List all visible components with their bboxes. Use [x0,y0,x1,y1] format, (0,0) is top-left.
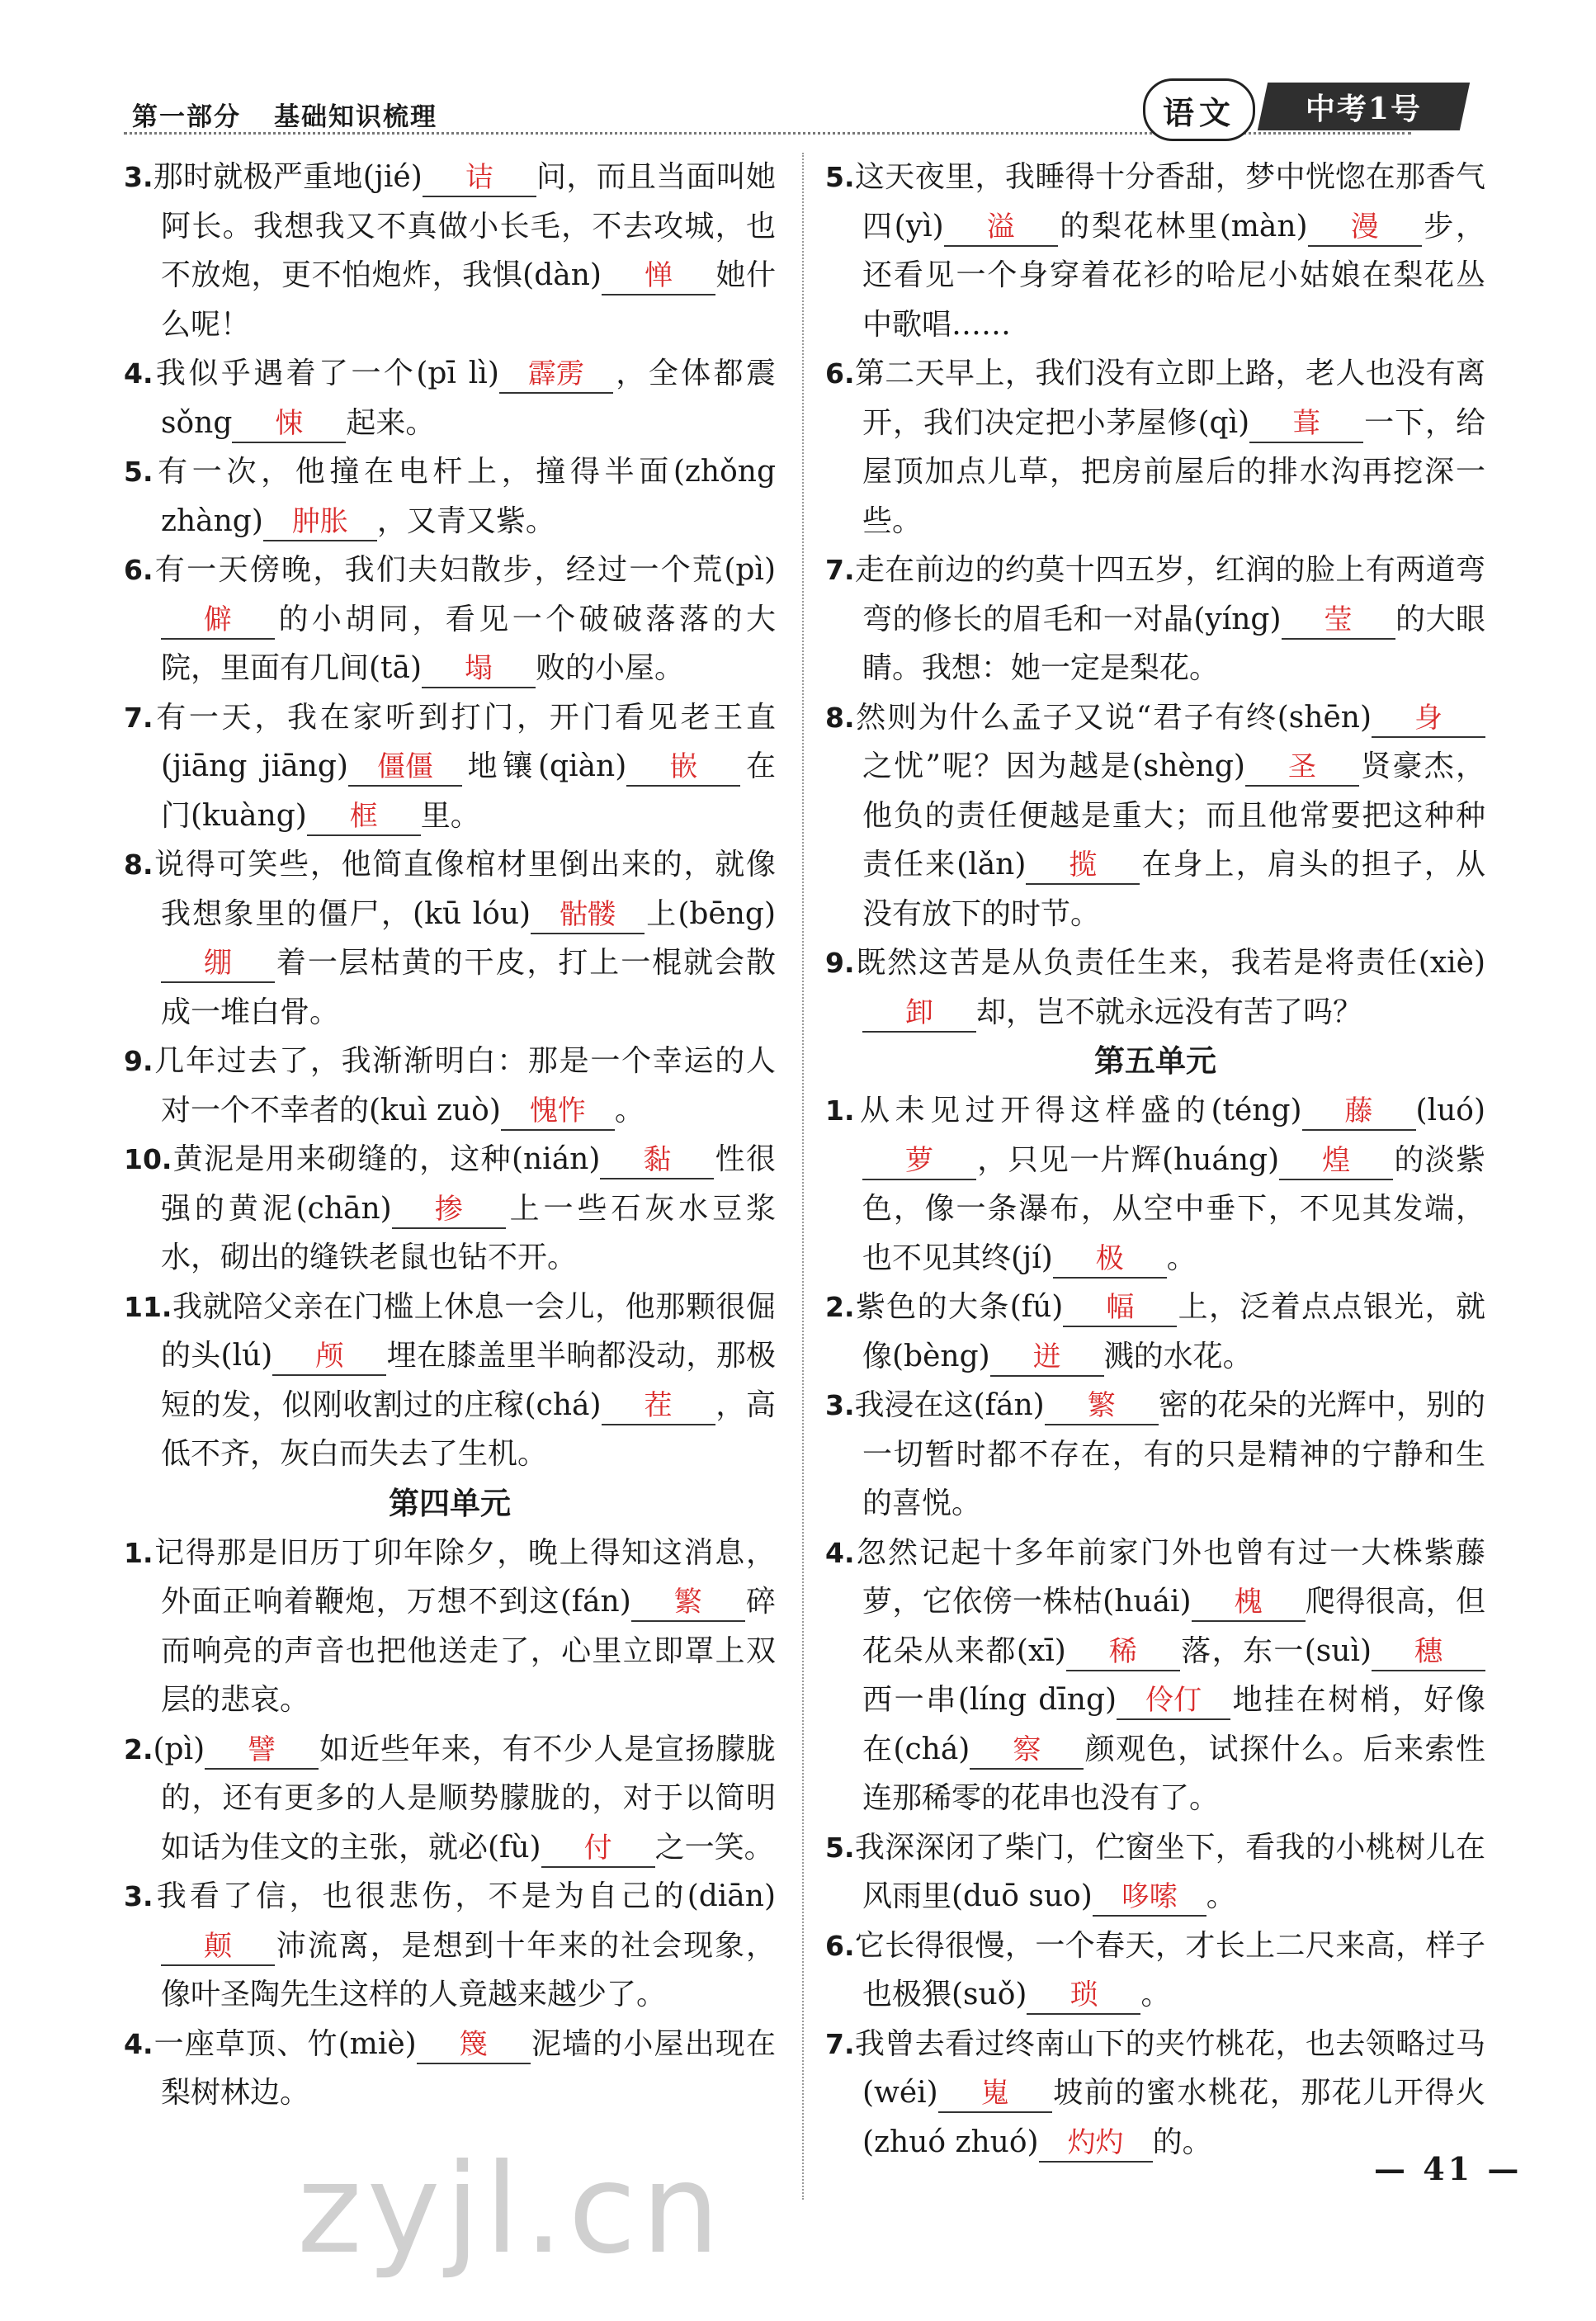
item-text: 上，泛着点点银光，就像(bèng) [862,1290,1485,1373]
item-text: (luó) [1415,1094,1485,1127]
item-text: 问，而且当面叫她阿长。我想我又不真做小长毛，不去攻城，也不放炮，更不怕炮炸，我惧(dàn) [161,160,776,292]
answer-blank: 肿胀 [263,503,377,541]
item-text: 我深深闭了柴门，伫窗坐下，看我的小桃树儿在风雨里(duō suo) [854,1830,1485,1913]
answer-blank: 迸 [990,1339,1104,1377]
item-text: 黄泥是用来砌缝的，这种(nián) [172,1142,601,1176]
item-number: 3. [124,1880,153,1912]
item-text: 颜观色，试探什么。后来索性连那稀零的花串也没有了。 [862,1732,1485,1815]
exercise-item [124,153,776,349]
item-text: 那时就极严重地(jié) [153,160,423,194]
item-text: 上(bēng) [645,896,776,931]
answer-blank: 稀 [1066,1633,1180,1671]
exercise-item [825,153,1485,349]
item-text: 地挂在树梢，好像在(chá) [862,1683,1485,1766]
exercise-item [825,938,1485,1037]
unit-title: 第五单元 [1094,1043,1216,1079]
item-number: 5. [124,456,153,488]
item-number: 7. [825,2027,855,2060]
answer-blank: 幅 [1063,1289,1177,1327]
item-text: 步，还看见一个身穿着花衫的哈尼小姑娘在梨花丛中歌唱…… [862,209,1485,342]
exercise-item [825,1283,1485,1381]
item-number: 6. [825,1929,855,1962]
item-text: 落，东一(suì) [1179,1633,1372,1668]
book-logo-text: 中考1号 [1305,91,1423,126]
answer-blank: 颅 [272,1338,386,1376]
exercise-item [124,349,776,447]
item-text: 上一些石灰水豆浆水，砌出的缝铁老鼠也钻不开。 [161,1191,776,1274]
item-text: 溅的水花。 [1103,1339,1253,1373]
item-text: 既然这苦是从负责任生来，我若是将责任(xiè) [854,946,1485,980]
answer-blank: 愧怍 [501,1093,615,1131]
answer-blank: 藤 [1302,1093,1416,1131]
answer-blank: 篾 [417,2026,531,2064]
item-text: 泥墙的小屋出现在梨树林边。 [161,2026,776,2110]
answer-blank: 葺 [1249,405,1363,443]
watermark: zyjl.cn [297,2138,725,2281]
answer-blank: 繁 [1045,1387,1159,1425]
item-text: 之忧”呢？因为越是(shèng) [862,749,1245,783]
item-text: 从未见过开得这样盛的(téng) [854,1094,1302,1127]
exercise-item [825,349,1485,546]
answer-blank: 哆嗦 [1093,1879,1206,1917]
column-divider [802,153,804,2200]
item-number: 2. [124,1732,153,1766]
exercise-item [825,693,1485,939]
answer-blank: 伶仃 [1117,1682,1230,1720]
answer-blank: 骷髅 [531,896,645,934]
item-text: 里。 [420,798,480,833]
item-text: 有一天，我在家听到打门，开门看见老王直(jiāng jiāng) [153,700,776,783]
item-text: 在门(kuàng) [161,749,776,833]
answer-blank: 煌 [1279,1142,1393,1180]
item-number: 6. [124,554,153,586]
exercise-item [825,1823,1485,1922]
answer-blank: 莹 [1282,602,1395,640]
item-text: 一下，给屋顶加点儿草，把房前屋后的排水沟再挖深一些。 [862,405,1485,538]
exercise-item [825,1086,1485,1283]
item-text: ，高低不齐，灰白而失去了生机。 [161,1387,776,1471]
answer-blank: 繁 [631,1584,745,1622]
answer-blank: 绷 [161,945,275,983]
answer-blank: 极 [1053,1241,1167,1279]
item-text: 的淡紫色，像一条瀑布，从空中垂下，不见其发端，也不见其终(jí) [862,1142,1485,1275]
answer-blank: 漫 [1308,209,1422,247]
header-left [132,96,470,133]
answer-blank: 掺 [392,1191,506,1229]
item-text: 说得可笑些，他简直像棺材里倒出来的，就像我想象里的僵尸，(kū lóu) [153,848,776,931]
answer-blank: 嵬 [938,2075,1052,2113]
left-column [124,153,776,2118]
item-text: 她什么呢！ [161,258,776,342]
item-number: 6. [825,357,855,390]
answer-blank: 黏 [600,1142,714,1179]
answer-blank: 灼灼 [1039,2125,1153,2163]
subject-logo: 语文 [1143,78,1255,141]
item-text: 走在前边的约莫十四五岁，红润的脸上有两道弯弯的修长的眉毛和一对晶(yíng) [854,553,1485,636]
item-text: 有一天傍晚，我们夫妇散步，经过一个荒(pì) [153,553,776,587]
item-text: 记得那是旧历丁卯年除夕，晚上得知这消息，外面正响着鞭炮，万想不到这(fán) [153,1535,776,1619]
item-number: 10. [124,1143,172,1175]
exercise-item [124,840,776,1037]
item-text: 我似乎遇着了一个(pī lì) [153,357,499,390]
answer-blank: 颠 [161,1928,275,1966]
item-text: 紫色的大条(fú) [854,1290,1064,1324]
item-number: 4. [124,357,153,390]
exercise-item [124,693,776,841]
item-text: 地镶(qiàn) [461,749,627,783]
item-text: 性很强的黄泥(chān) [161,1142,776,1226]
exercise-item [124,1037,776,1135]
item-text: 的梨花林里(màn) [1057,209,1308,243]
answer-blank: 溢 [944,209,1058,247]
answer-blank: 身 [1372,700,1485,738]
item-number: 4. [124,2027,153,2060]
item-number: 1. [825,1094,855,1127]
item-text: 在身上，肩头的担子，从没有放下的时节。 [862,848,1485,931]
item-text: 着一层枯黄的干皮，打上一棍就会散成一堆白骨。 [161,946,776,1029]
item-text: 有一次，他撞在电杆上，撞得半面(zhǒng zhàng) [153,455,776,538]
item-text: 却，岂不就永远没有苦了吗？ [976,995,1363,1029]
item-text: 。 [1166,1241,1197,1275]
answer-blank: 霹雳 [499,356,613,394]
item-text: 的小胡同，看见一个破破落落的大院，里面有几间(tā) [161,602,776,685]
item-number: 8. [825,701,855,734]
answer-blank: 付 [541,1830,655,1868]
answer-blank: 萝 [862,1142,976,1180]
item-number: 2. [825,1291,855,1323]
item-text: ，全体都震sǒng [161,357,776,440]
item-number: 1. [124,1536,153,1569]
book-logo [1258,83,1470,130]
right-column [825,153,1485,2167]
exercise-item [124,1872,776,2020]
exercise-item [124,1529,776,1725]
item-text: 几年过去了，我渐渐明白：那是一个幸运的人对一个不幸者的(kuì zuò) [153,1044,776,1127]
item-number: 3. [124,161,153,193]
answer-blank: 揽 [1026,847,1140,885]
item-text: 然则为什么孟子又说“君子有终(shēn) [854,700,1372,735]
answer-blank: 悚 [232,405,346,443]
answer-blank: 槐 [1192,1584,1306,1622]
item-text: 埋在膝盖里半晌都没动，那极短的发，似刚收割过的庄稼(chá) [161,1339,776,1422]
exercise-item [825,546,1485,693]
item-number: 9. [825,947,855,979]
item-text: 这天夜里，我睡得十分香甜，梦中恍惚在那香气四(yì) [854,160,1485,243]
answer-blank: 茬 [602,1387,715,1425]
item-text: 沛流离，是想到十年来的社会现象，像叶圣陶先生这样的人竟越来越少了。 [161,1928,776,2011]
item-number: 3. [825,1389,855,1421]
item-text: (pì) [153,1732,205,1766]
item-text: 我就陪父亲在门槛上休息一会儿，他那颗很倔的头(lú) [161,1289,776,1373]
answer-blank: 察 [970,1732,1084,1770]
exercise-item [825,1922,1485,2020]
item-number: 11. [124,1290,172,1323]
answer-blank: 嵌 [626,749,740,787]
item-text: 败的小屋。 [536,651,685,685]
item-text: 我浸在这(fán) [854,1388,1045,1422]
item-text: 西一串(líng dīng) [862,1683,1117,1717]
answer-blank: 惮 [602,258,715,295]
answer-blank: 框 [307,798,421,836]
exercise-item [825,1529,1485,1823]
item-text: 它长得很慢，一个春天，才长上二尺来高，样子也极猥(suǒ) [854,1928,1485,2011]
exercise-item [825,1381,1485,1529]
answer-blank: 譬 [205,1732,319,1770]
item-text: 。 [1140,1978,1171,2011]
page-number: — 41 — [1374,2150,1523,2187]
item-text: 一座草顶、竹(miè) [153,2026,417,2061]
item-text: 的。 [1152,2125,1212,2159]
answer-blank: 卸 [862,995,976,1033]
item-number: 5. [825,161,855,193]
item-text: ，只见一片辉(huáng) [976,1142,1280,1177]
item-text: 之一笑。 [654,1830,774,1865]
header-section: 基础知识梳理 [274,102,437,132]
item-text: 我曾去看过终南山下的夹竹桃花，也去领略过马(wéi) [854,2026,1485,2110]
item-number: 4. [825,1536,855,1569]
item-text: 如近些年来，有不少人是宣扬朦胧的，还有更多的人是顺势朦胧的，对于以简明如话为佳文的主张，就必(fù) [161,1732,776,1865]
answer-blank: 圣 [1245,749,1359,787]
exercise-item [124,1135,776,1283]
exercise-item [124,447,776,546]
item-number: 9. [124,1045,153,1077]
item-number: 8. [124,849,153,881]
item-text: 起来。 [346,405,436,440]
item-number: 7. [825,554,855,586]
exercise-item [124,546,776,693]
item-text: 碎而响亮的声音也把他送走了，心里立即罩上双层的悲哀。 [161,1585,776,1717]
item-text: 。 [1206,1879,1236,1913]
item-text: 坡前的蜜水桃花，那花儿开得火(zhuó zhuó) [862,2076,1485,2159]
item-text: 忽然记起十多年前家门外也曾有过一大株紫藤萝，它依傍一株枯(huái) [854,1535,1485,1619]
exercise-item [124,1283,776,1479]
answer-blank: 塌 [422,650,536,688]
answer-blank: 琐 [1027,1977,1140,2015]
item-number: 5. [825,1831,855,1864]
answer-blank: 僵僵 [348,749,462,787]
answer-blank: 僻 [161,602,275,640]
exercise-item [124,1725,776,1873]
item-text: 。 [614,1093,645,1127]
item-text: 密的花朵的光辉中，别的一切暂时都不存在，有的只是精神的宁静和生的喜悦。 [862,1388,1485,1520]
answer-blank: 诘 [423,159,536,197]
item-text: 第二天早上，我们没有立即上路，老人也没有离开，我们决定把小茅屋修(qì) [854,357,1485,440]
item-number: 7. [124,701,153,734]
exercise-item [825,2020,1485,2167]
answer-blank: 穗 [1372,1633,1485,1671]
item-text: 爬得很高，但花朵从来都(xī) [862,1585,1485,1668]
unit-title: 第四单元 [389,1485,511,1521]
item-text: ，又青又紫。 [376,503,555,538]
exercise-item [124,2020,776,2118]
header-part: 第一部分 [132,102,241,132]
item-text: 的大眼睛。我想：她一定是梨花。 [862,602,1485,685]
item-text: 我看了信，也很悲伤，不是为自己的(diān) [153,1879,776,1913]
item-text: 贤豪杰，他负的责任便越是重大；而且他常要把这种种责任来(lǎn) [862,749,1485,882]
